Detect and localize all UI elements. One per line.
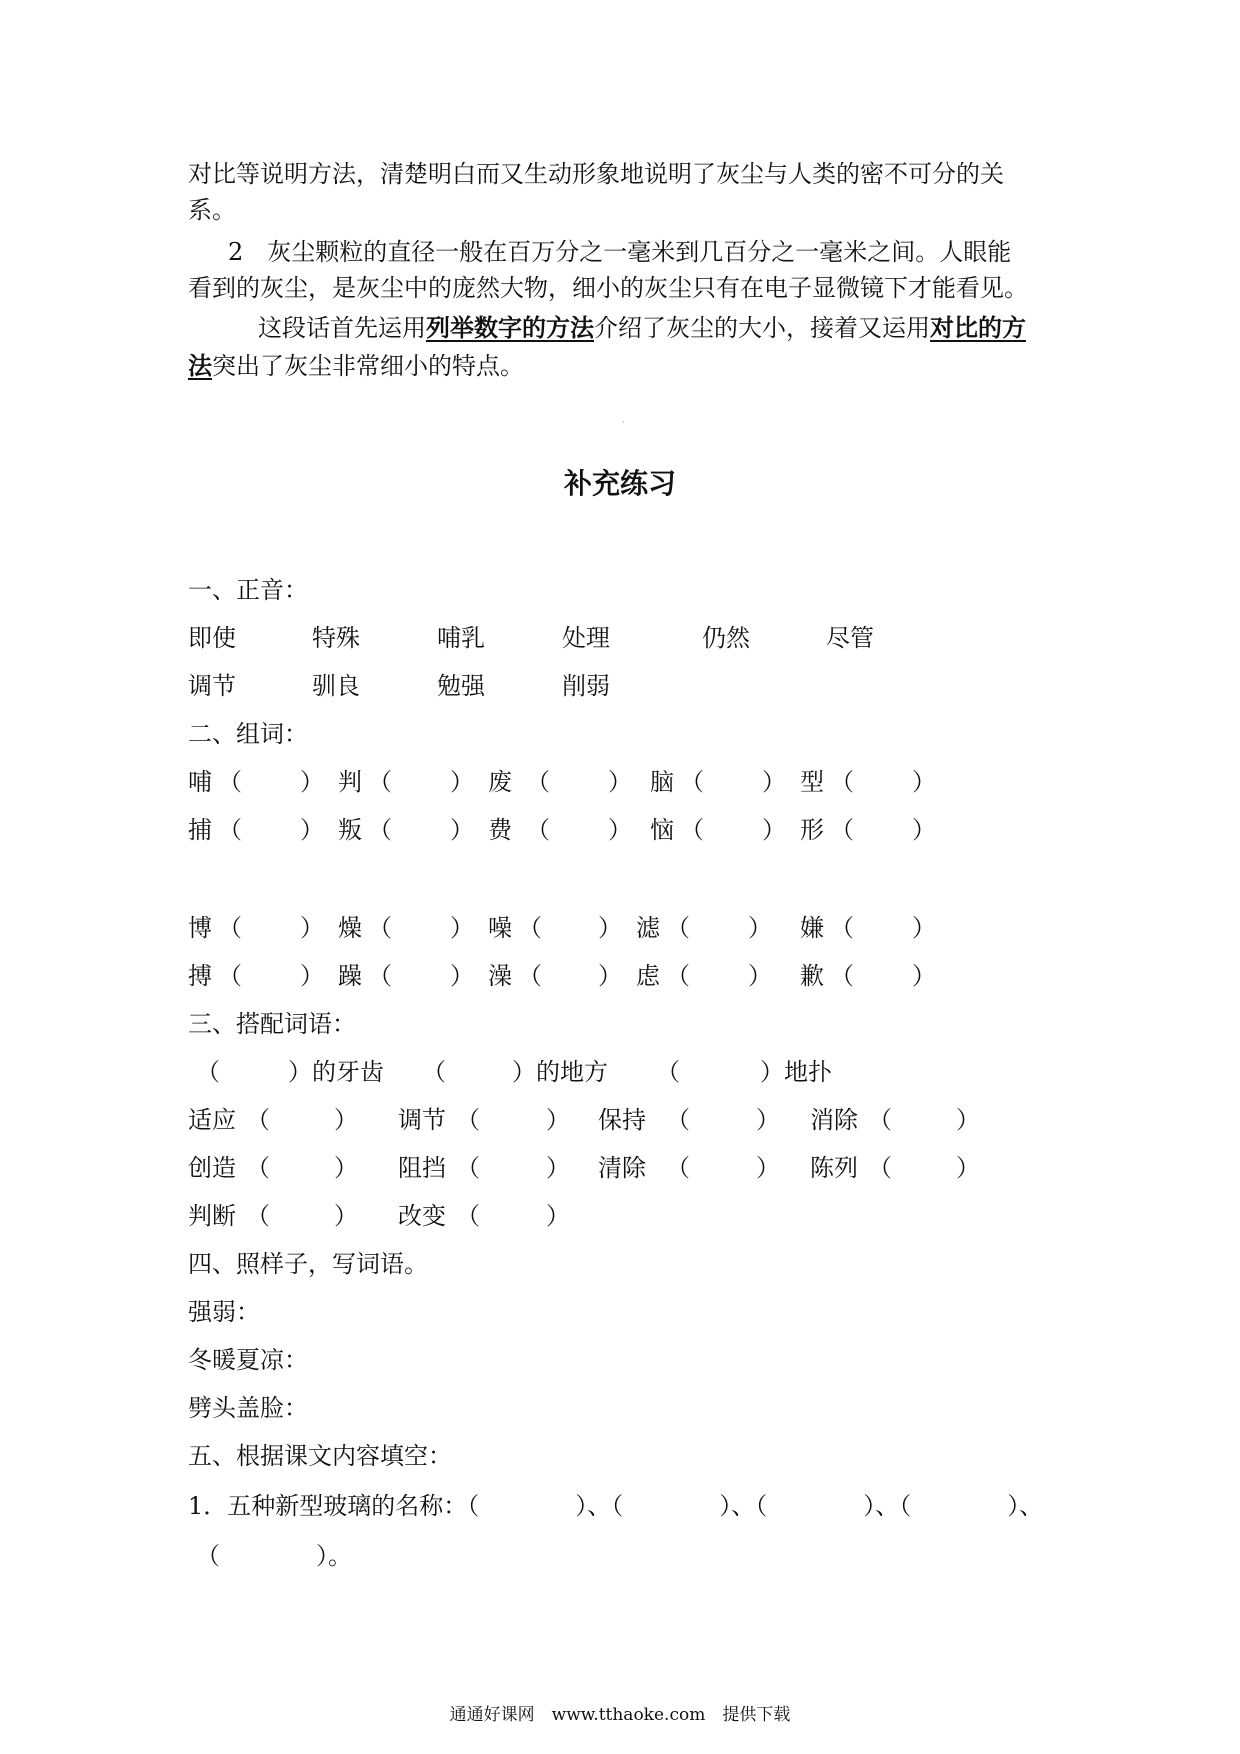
p3-emphasis-1: 列举数字的方法 bbox=[426, 313, 594, 342]
s1-word: 仍然 bbox=[702, 624, 750, 652]
blank-open: （ bbox=[830, 816, 854, 844]
blank-open: （ bbox=[656, 1058, 680, 1086]
collocation-word: 阻挡 bbox=[398, 1154, 446, 1182]
s1-word: 即使 bbox=[188, 624, 236, 652]
collocation-word: 适应 bbox=[188, 1106, 236, 1134]
blank-open: （ bbox=[368, 914, 392, 942]
char: 脑 bbox=[650, 768, 674, 796]
char: 滤 bbox=[636, 914, 660, 942]
blank-open: （ bbox=[666, 1106, 690, 1134]
char: 躁 bbox=[338, 962, 362, 990]
s1-word: 处理 bbox=[562, 624, 610, 652]
blank-open: （ bbox=[196, 1058, 220, 1086]
blank-open: （ bbox=[830, 768, 854, 796]
blank-open: （ bbox=[368, 768, 392, 796]
blank-close: ） bbox=[608, 768, 632, 796]
blank-open: （ bbox=[218, 816, 242, 844]
blank-open: （ bbox=[526, 816, 550, 844]
blank-close: ） bbox=[334, 1154, 358, 1182]
section-3-heading: 三、搭配词语： bbox=[188, 1010, 356, 1038]
char: 搏 bbox=[188, 962, 212, 990]
blank-open: （ bbox=[218, 768, 242, 796]
collocation-word: 地扑 bbox=[784, 1058, 832, 1086]
char: 博 bbox=[188, 914, 212, 942]
blank-open: （ bbox=[218, 962, 242, 990]
blank-open: （ bbox=[422, 1058, 446, 1086]
s1-word: 调节 bbox=[188, 672, 236, 700]
collocation-word: 改变 bbox=[398, 1202, 446, 1230]
blank-close: ） bbox=[334, 1202, 358, 1230]
s1-word: 哺乳 bbox=[437, 624, 485, 652]
blank-close: ） bbox=[300, 914, 324, 942]
question-1-line-2: （ ）。 bbox=[196, 1542, 352, 1570]
collocation-word: 判断 bbox=[188, 1202, 236, 1230]
char: 嫌 bbox=[800, 914, 824, 942]
pattern-item: 劈头盖脸： bbox=[188, 1394, 308, 1422]
blank-close: ） bbox=[546, 1202, 570, 1230]
intro-line-1: 对比等说明方法，清楚明白而又生动形象地说明了灰尘与人类的密不可分的关 bbox=[188, 160, 1004, 188]
blank-close: ） bbox=[912, 962, 936, 990]
collocation-word: 清除 bbox=[598, 1154, 646, 1182]
char: 形 bbox=[800, 816, 824, 844]
stray-dot: · bbox=[622, 418, 625, 427]
blank-open: （ bbox=[666, 1154, 690, 1182]
collocation-word: 的牙齿 bbox=[312, 1058, 384, 1086]
blank-close: ） bbox=[912, 816, 936, 844]
char: 恼 bbox=[650, 816, 674, 844]
s1-word: 削弱 bbox=[562, 672, 610, 700]
blank-close: ） bbox=[756, 1106, 780, 1134]
blank-open: （ bbox=[868, 1154, 892, 1182]
paragraph-2-line-1: 2 灰尘颗粒的直径一般在百万分之一毫米到几百分之一毫米之间。人眼能 bbox=[228, 238, 1012, 266]
blank-open: （ bbox=[456, 1106, 480, 1134]
blank-close: ） bbox=[300, 768, 324, 796]
section-4-heading: 四、照样子，写词语。 bbox=[188, 1250, 428, 1278]
blank-close: ） bbox=[748, 962, 772, 990]
intro-line-2: 系。 bbox=[188, 196, 236, 224]
blank-open: （ bbox=[680, 816, 704, 844]
pattern-item: 冬暖夏凉： bbox=[188, 1346, 308, 1374]
s1-word: 尽管 bbox=[826, 624, 874, 652]
blank-close: ） bbox=[450, 962, 474, 990]
blank-open: （ bbox=[368, 816, 392, 844]
char: 捕 bbox=[188, 816, 212, 844]
p3-mid: 介绍了灰尘的大小，接着又运用 bbox=[594, 314, 930, 342]
blank-close: ） bbox=[334, 1106, 358, 1134]
s1-word: 勉强 bbox=[437, 672, 485, 700]
question-1-line-1: 1．五种新型玻璃的名称：（ ）、（ ）、（ ）、（ ）、 bbox=[188, 1492, 1044, 1520]
p3-post: 突出了灰尘非常细小的特点。 bbox=[212, 352, 524, 380]
collocation-word: 消除 bbox=[810, 1106, 858, 1134]
char: 哺 bbox=[188, 768, 212, 796]
blank-close: ） bbox=[598, 914, 622, 942]
footer-credit: 通通好课网 www.tthaoke.com 提供下载 bbox=[449, 1705, 791, 1725]
blank-open: （ bbox=[830, 914, 854, 942]
blank-close: ） bbox=[512, 1058, 536, 1086]
blank-open: （ bbox=[518, 962, 542, 990]
blank-open: （ bbox=[368, 962, 392, 990]
blank-close: ） bbox=[450, 816, 474, 844]
section-5-heading: 五、根据课文内容填空： bbox=[188, 1442, 452, 1470]
blank-close: ） bbox=[450, 768, 474, 796]
p3-emphasis-2a: 对比的方 bbox=[930, 313, 1026, 342]
char: 虑 bbox=[636, 962, 660, 990]
blank-open: （ bbox=[518, 914, 542, 942]
char: 噪 bbox=[488, 914, 512, 942]
blank-open: （ bbox=[218, 914, 242, 942]
char: 废 bbox=[488, 768, 512, 796]
blank-open: （ bbox=[456, 1202, 480, 1230]
char: 判 bbox=[338, 768, 362, 796]
paragraph-2-line-2: 看到的灰尘，是灰尘中的庞然大物，细小的灰尘只有在电子显微镜下才能看见。 bbox=[188, 274, 1028, 302]
section-2-heading: 二、组词： bbox=[188, 720, 308, 748]
collocation-word: 保持 bbox=[598, 1106, 646, 1134]
collocation-word: 陈列 bbox=[810, 1154, 858, 1182]
paragraph-3-line-1 bbox=[258, 308, 1026, 343]
blank-close: ） bbox=[546, 1106, 570, 1134]
blank-close: ） bbox=[912, 914, 936, 942]
blank-close: ） bbox=[598, 962, 622, 990]
collocation-word: 的地方 bbox=[536, 1058, 608, 1086]
blank-close: ） bbox=[762, 816, 786, 844]
blank-close: ） bbox=[748, 914, 772, 942]
blank-open: （ bbox=[666, 962, 690, 990]
p3-pre: 这段话首先运用 bbox=[258, 314, 426, 342]
blank-open: （ bbox=[246, 1202, 270, 1230]
blank-close: ） bbox=[956, 1106, 980, 1134]
blank-close: ） bbox=[762, 768, 786, 796]
s1-word: 特殊 bbox=[312, 624, 360, 652]
blank-open: （ bbox=[246, 1154, 270, 1182]
blank-close: ） bbox=[450, 914, 474, 942]
blank-close: ） bbox=[956, 1154, 980, 1182]
blank-close: ） bbox=[608, 816, 632, 844]
collocation-word: 创造 bbox=[188, 1154, 236, 1182]
pattern-item: 强弱： bbox=[188, 1298, 260, 1326]
p3-emphasis-2b: 法 bbox=[188, 351, 212, 380]
blank-close: ） bbox=[912, 768, 936, 796]
blank-close: ） bbox=[288, 1058, 312, 1086]
char: 型 bbox=[800, 768, 824, 796]
blank-open: （ bbox=[666, 914, 690, 942]
s1-word: 驯良 bbox=[312, 672, 360, 700]
page-title: 补充练习 bbox=[563, 467, 676, 500]
blank-close: ） bbox=[756, 1154, 780, 1182]
blank-open: （ bbox=[830, 962, 854, 990]
blank-open: （ bbox=[868, 1106, 892, 1134]
char: 费 bbox=[488, 816, 512, 844]
collocation-word: 调节 bbox=[398, 1106, 446, 1134]
blank-close: ） bbox=[546, 1154, 570, 1182]
char: 叛 bbox=[338, 816, 362, 844]
paragraph-3-line-2 bbox=[188, 346, 524, 381]
blank-close: ） bbox=[760, 1058, 784, 1086]
blank-open: （ bbox=[680, 768, 704, 796]
blank-close: ） bbox=[300, 962, 324, 990]
blank-open: （ bbox=[456, 1154, 480, 1182]
char: 燥 bbox=[338, 914, 362, 942]
blank-close: ） bbox=[300, 816, 324, 844]
char: 澡 bbox=[488, 962, 512, 990]
blank-open: （ bbox=[526, 768, 550, 796]
char: 歉 bbox=[800, 962, 824, 990]
section-1-heading: 一、正音： bbox=[188, 576, 308, 604]
blank-open: （ bbox=[246, 1106, 270, 1134]
